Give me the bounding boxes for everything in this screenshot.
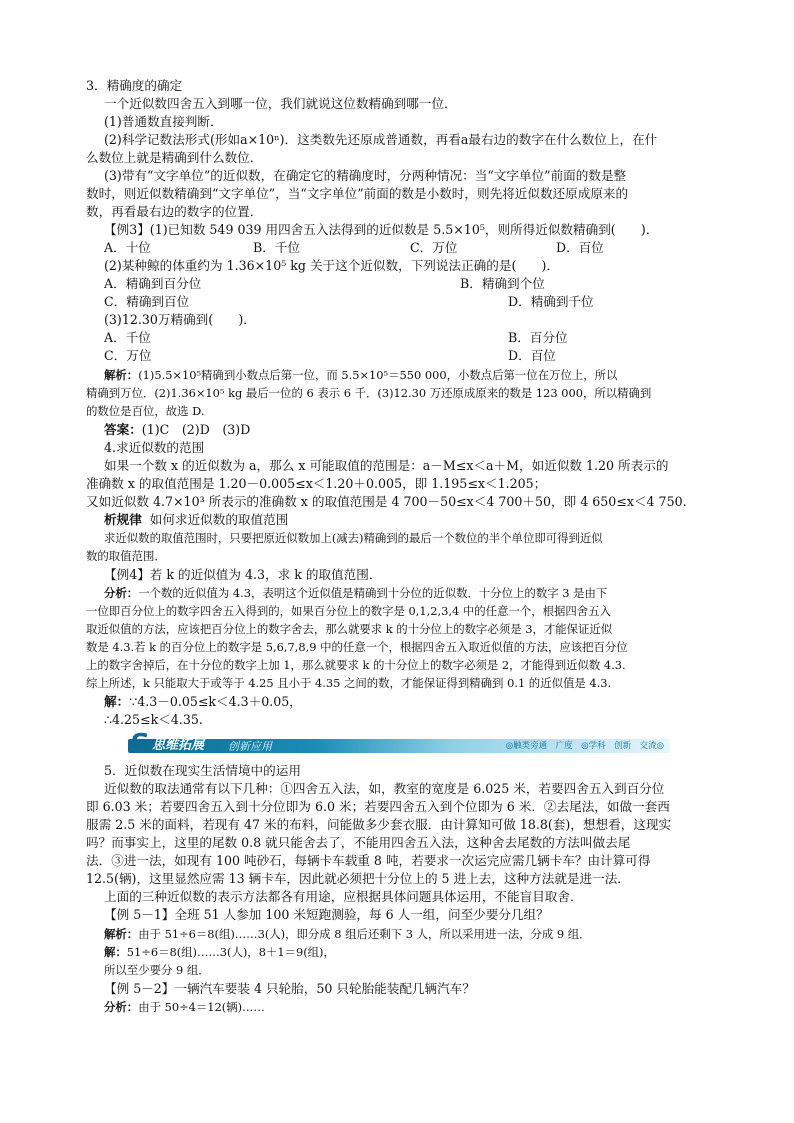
paragraph-line: 法．③进一法，如现有 100 吨砂石，每辆卡车载重 8 吨，若要求一次运完应需几辆卡车？由计算可得 <box>86 853 651 868</box>
option-c: C．精确到百位 <box>104 294 190 309</box>
paragraph-line: 12.5(辆)，这里显然应需 13 辆卡车，因此就必须把十分位上的 5 进上去，这种方法就是进一法． <box>86 871 630 886</box>
analysis-line: 上的数字舍掉后，在十分位的数字上加 1，那么就要求 k 的十分位上的数字必须是 2，才能得到近似数 4.3. <box>86 658 626 672</box>
banner-initial: S <box>130 729 149 759</box>
example-3-question-3: (3)12.30万精确到( )． <box>104 312 256 327</box>
section-5-title: 5．近似数在现实生活情境中的运用 <box>104 763 301 778</box>
solution-line: 所以至少要分 9 组． <box>104 963 210 977</box>
option-d: D．百位 <box>508 348 556 363</box>
example-3-analysis <box>104 366 716 384</box>
solution-text: ∵4.3－0.05≤k＜4.3＋0.05， <box>129 694 302 709</box>
option-a: A．千位 <box>104 330 151 345</box>
banner-tagline: ◎触类旁通 广度 ◎学科 创新 交流◎ <box>505 741 664 751</box>
rule-tip-line: 数的取值范围． <box>86 549 166 563</box>
paragraph-line: 吗？而事实上，这里的尾数 0.8 就只能舍去了，不能用四舍五入法，这种舍去尾数的方法叫做去尾 <box>86 835 631 850</box>
answer-text: (1)C (2)D (3)D <box>141 422 251 437</box>
option-d: D．精确到千位 <box>508 294 594 309</box>
section-4-title: 4.求近似数的范围 <box>104 440 205 455</box>
section-banner <box>128 729 670 759</box>
paragraph-line: 服需 2.5 米的面料，若现有 47 米的布料，问能做多少套衣服．由计算知可做 18.8(套)，想想看，这现实 <box>86 817 672 832</box>
option-b: B．千位 <box>253 240 301 255</box>
analysis-line: 数是 4.3.若 k 的百分位上的数字是 5,6,7,8,9 中的任意一个，根据四舍五入取近似值的方法，应该把百分位 <box>86 640 628 654</box>
analysis-label: 分析： <box>104 586 139 600</box>
option-d: D．百位 <box>556 240 604 255</box>
analysis-text: 一个数的近似值为 4.3，表明这个近似值是精确到十分位的近似数．十分位上的数字 3 是由下 <box>138 586 608 600</box>
analysis-label: 解析： <box>104 368 139 382</box>
analysis-label: 解析： <box>104 927 139 941</box>
analysis-line: 的数位是百位，故选 D. <box>86 404 205 418</box>
analysis-text: 由于 50÷4＝12(辆)…… <box>138 1000 265 1014</box>
option-a: A．精确到百分位 <box>104 276 202 291</box>
solution-label: 解： <box>104 945 127 959</box>
analysis-line: 一位即百分位上的数字四舍五入得到的，如果百分位上的数字是 0,1,2,3,4 中的任意一个，根据四舍五入 <box>86 604 611 618</box>
example-4-question: 【例4】若 k 的近似值为 4.3，求 k 的取值范围． <box>104 567 382 582</box>
analysis-line: 精确到万位．(2)1.36×10⁵ kg 最后一位的 6 表示 6 千．(3)12.30 万还原成原来的数是 123 000，所以精确到 <box>86 386 652 400</box>
example-5-2-question: 【例 5－2】一辆汽车要装 4 只轮胎，50 只轮胎能装配几辆汽车？ <box>104 981 475 996</box>
banner-subtitle: 创新应用 <box>228 740 272 753</box>
paragraph-line: (3)带有“文字单位”的近似数，在确定它的精确度时，分两种情况：当“文字单位”前面的数是整 <box>104 168 627 183</box>
section-3-title: 3．精确度的确定 <box>86 78 183 93</box>
answer-label: 答案： <box>104 422 142 437</box>
example-5-2-analysis <box>104 998 716 1016</box>
example-5-1-solution <box>104 943 716 961</box>
solution-label: 解： <box>104 694 130 709</box>
example-5-1-question: 【例 5－1】全班 51 人参加 100 米短跑测验，每 6 人一组，问至少要分几组？ <box>104 907 549 922</box>
paragraph-line: 数时，则近似数精确到“文字单位”，当“文字单位”前面的数是小数时，则先将近似数还原成原来的 <box>86 186 629 201</box>
rule-tip-heading <box>104 511 716 529</box>
paragraph-line: 近似数的取法通常有以下几种：①四舍五入法，如，教室的宽度是 6.025 米，若要四舍五入到百分位 <box>104 781 665 796</box>
example-3-answer <box>104 421 716 439</box>
solution-text: 51÷6＝8(组)……3(人)，8＋1＝9(组)， <box>126 945 335 959</box>
paragraph-line: 准确数 x 的取值范围是 1.20－0.005≤x＜1.20＋0.005，即 1.195≤x＜1.205； <box>86 476 547 491</box>
paragraph-line: 一个近似数四舍五入到哪一位，我们就说这位数精确到哪一位． <box>104 96 457 111</box>
paragraph-line: (1)普通数直接判断． <box>104 114 223 129</box>
analysis-text: 由于 51÷6＝8(组)……3(人)，即分成 8 组后还剩下 3 人，所以采用进一法，分成 9 组． <box>138 927 591 941</box>
banner-title: 思维拓展 <box>152 738 205 753</box>
option-b: B．百分位 <box>508 330 568 345</box>
option-a: A．十位 <box>104 240 151 255</box>
rule-tip-title: 如何求近似数的取值范围 <box>149 512 289 527</box>
option-c: C．万位 <box>410 240 458 255</box>
paragraph-line: 么数位上就是精确到什么数位． <box>86 150 263 165</box>
example-3-question: 【例3】(1)已知数 549 039 用四舍五入法得到的近似数是 5.5×10⁵，则所得近似数精确到( )． <box>104 222 659 237</box>
paragraph-line: 数，再看最右边的数字的位置． <box>86 204 263 219</box>
option-b: B．精确到个位 <box>460 276 545 291</box>
paragraph-line: 即 6.03 米；若要四舍五入到十分位即为 6.0 米；若要四舍五入到个位即为 6 米．②去尾法，如做一套西 <box>86 799 670 814</box>
example-5-1-analysis <box>104 925 716 943</box>
solution-line: ∴4.25≤k＜4.35. <box>104 712 203 727</box>
example-4-analysis <box>104 584 716 602</box>
option-c: C．万位 <box>104 348 152 363</box>
paragraph-line: 如果一个数 x 的近似数为 a，那么 x 可能取值的范围是：a－M≤x＜a＋M，如近似数 1.20 所表示的 <box>104 458 669 473</box>
example-3-question-2: (2)某种鲸的体重约为 1.36×10⁵ kg 关于这个近似数，下列说法正确的是( )． <box>104 258 560 273</box>
analysis-text: (1)5.5×10⁵精确到小数点后第一位，而 5.5×10⁵＝550 000，小数点后第一位在万位上，所以 <box>138 368 618 382</box>
rule-tip-line: 求近似数的取值范围时，只要把原近似数加上(减去)精确到的最后一个数位的半个单位即可得到近似 <box>104 531 603 545</box>
analysis-line: 取近似值的方法，应该把百分位上的数字舍去，那么就要求 k 的十分位上的数字必须是 3，才能保证近似 <box>86 622 613 636</box>
paragraph-line: 又如近似数 4.7×10³ 所表示的准确数 x 的取值范围是 4 700－50≤x＜4 700＋50，即 4 650≤x＜4 750. <box>86 494 687 509</box>
rule-tip-label: 析规律 <box>104 512 142 527</box>
analysis-label: 分析： <box>104 1000 139 1014</box>
analysis-line: 综上所述，k 只能取大于或等于 4.25 且小于 4.35 之间的数，才能保证得到精确到 0.1 的近似值是 4.3. <box>86 676 612 690</box>
paragraph-line: 上面的三种近似数的表示方法都各有用途，应根据具体问题具体运用，不能盲目取舍． <box>104 889 583 904</box>
paragraph-line: (2)科学记数法形式(形如a×10ⁿ)．这类数先还原成普通数，再看a最右边的数字在什么数位上，在什 <box>104 132 658 147</box>
example-4-solution <box>104 693 716 711</box>
